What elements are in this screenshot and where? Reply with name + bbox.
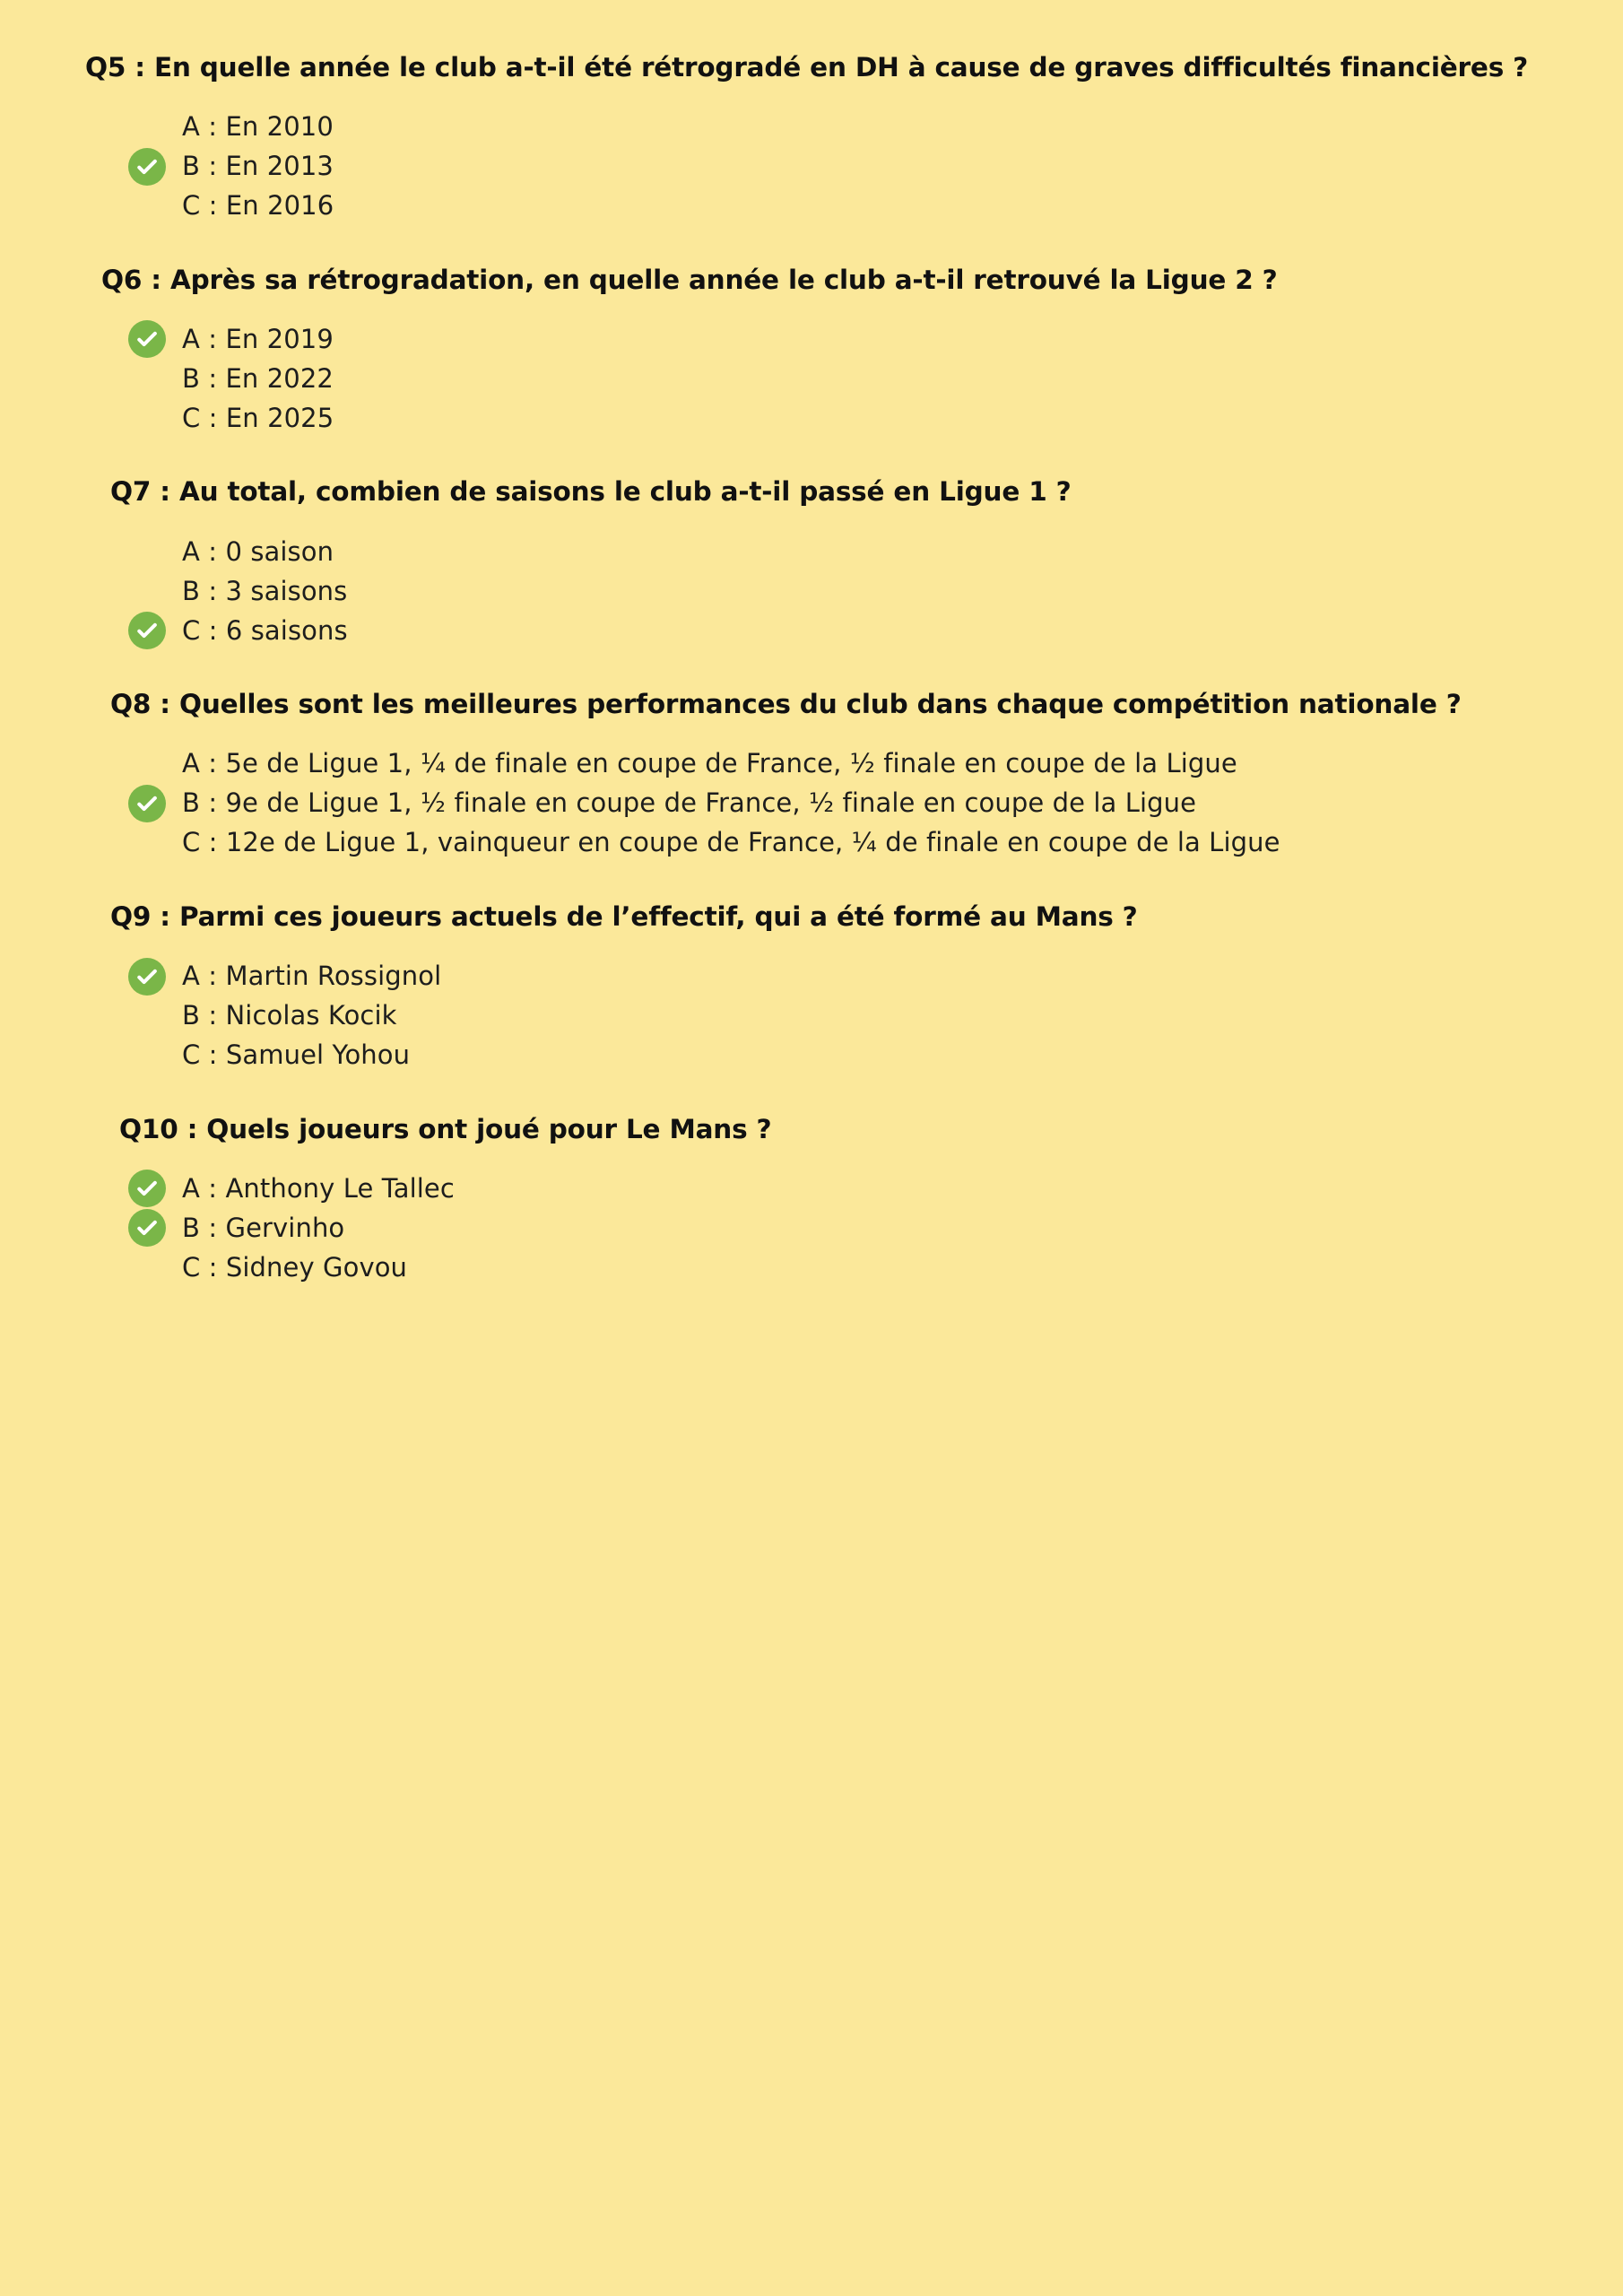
- check-circle-icon: [128, 1209, 166, 1247]
- answer-label: A : Anthony Le Tallec: [182, 1172, 455, 1204]
- answer-label: C : En 2016: [182, 190, 334, 222]
- spacer: [85, 944, 1538, 957]
- answer-list: [85, 108, 1538, 226]
- answer-label: C : Samuel Yohou: [182, 1039, 411, 1071]
- check-circle-icon: [128, 320, 166, 358]
- answer-option[interactable]: [85, 532, 1538, 571]
- question-title: Q10 : Quels joueurs ont joué pour Le Mans ?: [119, 1113, 772, 1144]
- answer-label: A : Martin Rossignol: [182, 961, 442, 992]
- answer-option[interactable]: [85, 1208, 1538, 1248]
- answer-option[interactable]: [85, 823, 1538, 863]
- answer-option[interactable]: [85, 359, 1538, 398]
- answer-label: B : En 2022: [182, 362, 334, 394]
- question-title: Q6 : Après sa rétrogradation, en quelle année le club a-t-il retrouvé la Ligue 2 ?: [101, 264, 1278, 295]
- answer-label: B : Nicolas Kocik: [182, 1000, 397, 1031]
- question-title: Q8 : Quelles sont les meilleures performances du club dans chaque compétition nationale ?: [110, 689, 1462, 720]
- answer-label: B : 9e de Ligue 1, ½ finale en coupe de France, ½ finale en coupe de la Ligue: [182, 787, 1197, 819]
- answer-option[interactable]: [85, 108, 1538, 147]
- answer-option[interactable]: [85, 1036, 1538, 1075]
- check-circle-icon: [128, 958, 166, 996]
- answer-label: C : 6 saisons: [182, 614, 348, 646]
- spacer: [85, 732, 1538, 744]
- question-block: [85, 686, 1538, 863]
- answer-label: C : 12e de Ligue 1, vainqueur en coupe de France, ¼ de finale en coupe de la Ligue: [182, 827, 1280, 858]
- check-circle-icon: [128, 612, 166, 649]
- answer-option[interactable]: [85, 147, 1538, 187]
- quiz-list: [85, 49, 1538, 1287]
- question-title: Q7 : Au total, combien de saisons le club a-t-il passé en Ligue 1 ?: [110, 476, 1072, 508]
- answer-list: [85, 744, 1538, 863]
- check-circle-icon: [128, 1170, 166, 1207]
- answer-list: [85, 957, 1538, 1075]
- question-block: [85, 474, 1538, 650]
- answer-option[interactable]: [85, 187, 1538, 226]
- answer-label: B : En 2013: [182, 151, 334, 182]
- answer-label: A : 0 saison: [182, 535, 334, 567]
- answer-list: [85, 532, 1538, 650]
- answer-label: A : En 2019: [182, 323, 334, 354]
- question-block: [85, 49, 1538, 226]
- question-block: [85, 1111, 1538, 1288]
- answer-option[interactable]: [85, 398, 1538, 438]
- answer-option[interactable]: [85, 957, 1538, 996]
- check-circle-icon: [128, 148, 166, 186]
- spacer: [85, 519, 1538, 532]
- answer-option[interactable]: [85, 1248, 1538, 1287]
- spacer: [85, 95, 1538, 108]
- answer-label: C : Sidney Govou: [182, 1251, 408, 1283]
- answer-option[interactable]: [85, 744, 1538, 784]
- answer-option[interactable]: [85, 319, 1538, 359]
- answer-option[interactable]: [85, 996, 1538, 1036]
- answer-label: A : En 2010: [182, 111, 334, 143]
- question-block: [85, 262, 1538, 439]
- answer-option[interactable]: [85, 611, 1538, 650]
- question-title: Q5 : En quelle année le club a-t-il été rétrogradé en DH à cause de graves difficultés financières ?: [85, 52, 1529, 83]
- answer-option[interactable]: [85, 1169, 1538, 1208]
- answer-list: [85, 1169, 1538, 1287]
- check-circle-icon: [128, 785, 166, 822]
- answer-list: [85, 319, 1538, 438]
- answer-label: B : Gervinho: [182, 1212, 345, 1243]
- spacer: [85, 1156, 1538, 1169]
- question-block: [85, 899, 1538, 1075]
- answer-label: B : 3 saisons: [182, 575, 348, 606]
- answer-option[interactable]: [85, 571, 1538, 611]
- question-title: Q9 : Parmi ces joueurs actuels de l’effectif, qui a été formé au Mans ?: [110, 900, 1138, 932]
- spacer: [85, 307, 1538, 319]
- answer-label: A : 5e de Ligue 1, ¼ de finale en coupe de France, ½ finale en coupe de la Ligue: [182, 748, 1237, 779]
- answer-option[interactable]: [85, 784, 1538, 823]
- answer-label: C : En 2025: [182, 402, 334, 433]
